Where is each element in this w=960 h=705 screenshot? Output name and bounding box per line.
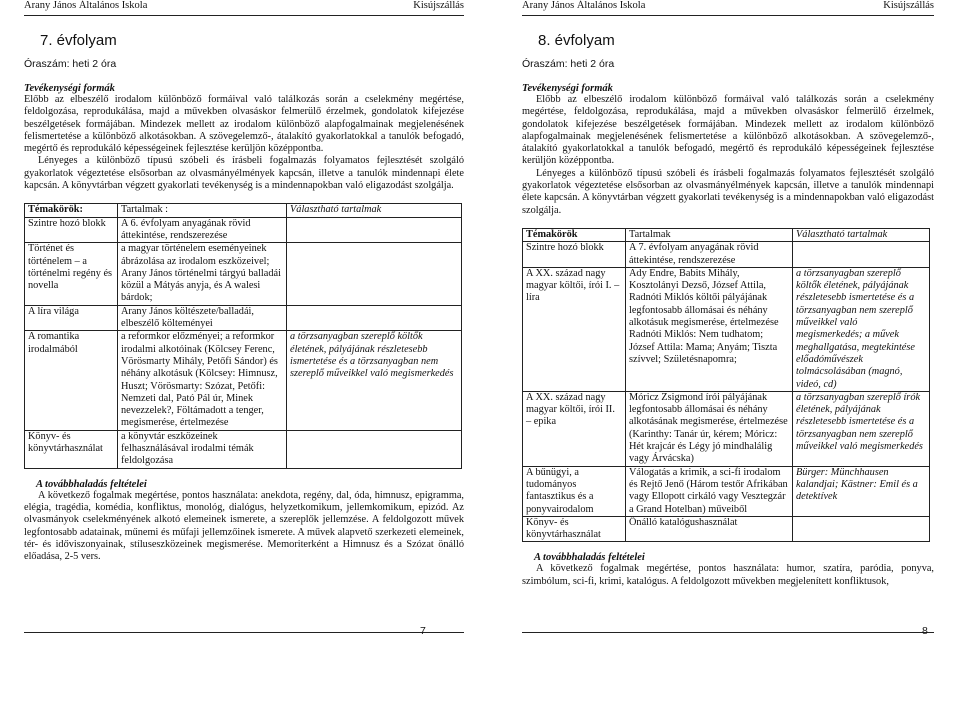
table-cell-optional: Bürger: Münchhausen kalandjai; Kästner: Emil és a detektívek: [793, 466, 930, 516]
table-cell-topic: Történet és történelem – a történelmi regény és novella: [25, 243, 118, 305]
table-cell-content: Válogatás a krimik, a sci-fi irodalom és Rejtő Jenő (Három testőr Afrikában vagy Ellopott cirkáló vagy Vesztegzár a Grand Hotelban) műveiből: [626, 466, 793, 516]
table-row: [25, 430, 462, 468]
right-page: [522, 0, 934, 705]
activities-paragraph-1: Előbb az elbeszélő irodalom különböző formáival való találkozás során a cselekmény megértése, feldolgozása, reprodukálása, majd a művekben olvasáskor felmerülő érzelmek, gondolatok kifejezése beszélgetések formájában. Mindezek mellett az irodalom különböző alapfogalmainak megjelenésének felismertetése a különböző alkotásokban. A szövegelemző-, átalakító gyakorlatokkal a tanulók befogadó, megértő és reprodukáló képességeinek fejlesztése kerüljön középpontba.: [522, 94, 934, 167]
topics-table: [522, 228, 930, 542]
table-cell-topic: Könyv- és könyvtárhasználat: [25, 430, 118, 468]
column-header-optional: Választható tartalmak: [287, 204, 462, 217]
table-cell-topic: A XX. század nagy magyar költői, írói I. – líra: [523, 267, 626, 391]
header-town: Kisújszállás: [883, 0, 934, 11]
table-cell-optional: a törzsanyagban szereplő költők életének, pályájának részletesebb ismertetése és a törzsanyagban nem szereplő műveikkel való megismerkedés: [287, 331, 462, 430]
table-cell-optional: [287, 243, 462, 305]
further-text: A következő fogalmak megértése, pontos használata: humor, szatíra, paródia, ponyva, szimbólum, sci-fi, krimi, katalógus. A feldolgozott művekben megjelenített konfliktusok,: [522, 563, 934, 587]
table-cell-content: Ady Endre, Babits Mihály, Kosztolányi Dezső, József Attila, Radnóti Miklós költői pályájának legfontosabb állomásai és néhány alkotásuk megismerése, értelmezése Radnóti Miklós: Nem tudhatom; József Attila: Mama; Anyám; Tiszta szívvel; Születésnapomra;: [626, 267, 793, 391]
table-cell-content: Arany János költészete/balladái, elbeszélő költeményei: [118, 305, 287, 331]
header-school: Arany János Általános Iskola: [24, 0, 148, 11]
header-town: Kisújszállás: [413, 0, 464, 11]
footer-rule: [24, 632, 464, 633]
table-header-row: [25, 204, 462, 217]
table-row: [523, 391, 930, 466]
hours-text: Óraszám: heti 2 óra: [24, 58, 117, 70]
table-cell-content: Móricz Zsigmond írói pályájának legfontosabb állomásai és néhány alkotásának megismerése, értelmezése (Karinthy: Tanár úr, kérem; Móricz: Hét krajcár és Légy jó mindhalálig vagy Árvácska): [626, 391, 793, 466]
table-cell-optional: [793, 242, 930, 268]
table-row: [25, 305, 462, 331]
table-row: [25, 331, 462, 430]
table-cell-content: A 6. évfolyam anyagának rövid áttekintése, rendszerezése: [118, 217, 287, 243]
footer-rule: [522, 632, 934, 633]
further-title: A továbbhaladás feltételei: [36, 478, 147, 490]
table-row: [523, 466, 930, 516]
page-number: 8: [922, 625, 928, 637]
table-cell-optional: [287, 305, 462, 331]
activities-title: Tevékenységi formák: [24, 83, 115, 94]
further-text: A következő fogalmak megértése, pontos használata: anekdota, regény, dal, óda, himnusz, epigramma, elégia, tragédia, komédia, konfliktus, monológ, dialógus, helyzetkomikum, jellemkomikum, epizód. Az olvasmányok cselekményének alkotó elemeinek ismerete, a szereplők jellemzése. A feldolgozott művek legfontosabb adatainak, műnemi és műfaji jellemzőinek ismerete. A művek alapvető szerkezeti elemeinek, tér- és időviszonyainak, stíluseszközeinek megismerése. Memoriterként a Himnusz és a Szózat önálló előadása, 2-5 vers.: [24, 489, 464, 563]
table-cell-topic: Könyv- és könyvtárhasználat: [523, 516, 626, 542]
table-cell-content: a magyar történelem eseményeinek ábrázolása az irodalom eszközeivel; Arany János történelmi tárgyú balladái közül a Mátyás anyja, és A walesi bárdok;: [118, 243, 287, 305]
table-header-row: [523, 228, 930, 241]
table-row: [25, 217, 462, 243]
table-cell-content: Önálló katalógushasználat: [626, 516, 793, 542]
activities-title: Tevékenységi formák: [522, 83, 613, 94]
table-cell-optional: [287, 217, 462, 243]
table-cell-topic: Szintre hozó blokk: [523, 242, 626, 268]
activities-paragraph-2: Lényeges a különböző típusú szóbeli és írásbeli fogalmazás folyamatos fejlesztését szolgáló gyakorlatok végeztetése elsősorban az olvasmányélmények kapcsán, illetve a tanulók mindennapi élete kapcsán. A könyvtárban végzett gyakorlati tevékenység is a mindennapokban való eligazodást szolgálja.: [24, 155, 464, 192]
table-row: [523, 242, 930, 268]
header-school: Arany János Általános Iskola: [522, 0, 646, 11]
table-cell-topic: A líra világa: [25, 305, 118, 331]
table-cell-optional: [793, 516, 930, 542]
table-cell-optional: [287, 430, 462, 468]
activities-paragraph-1: Előbb az elbeszélő irodalom különböző formáival való találkozás során a cselekmény megértése, feldolgozása, reprodukálása, majd a művekben olvasáskor felmerülő érzelmek, gondolatok kifejezése beszélgetések formájában. Mindezek mellett az irodalom különböző alapfogalmainak megjelenésének felismertetése a különböző alkotásokban. A szövegelemző-, átalakító gyakorlatokkal a tanulók befogadó, megértő és reprodukáló képességeinek fejlesztése kerüljön középpontba.: [24, 94, 464, 155]
grade-title: 7. évfolyam: [40, 32, 117, 49]
table-cell-content: a könyvtár eszközeinek felhasználásával irodalmi témák feldolgozása: [118, 430, 287, 468]
page-header: [24, 0, 464, 16]
table-cell-optional: a törzsanyagban szereplő költők életének, pályájának részletesebb ismertetése és a törzsanyagban nem szereplő műveikkel való megismerkedés; a művek meghallgatása, megtekintése előadóművészek tolmácsolásában (magnó, videó, cd): [793, 267, 930, 391]
table-cell-topic: A romantika irodalmából: [25, 331, 118, 430]
page-number: 7: [420, 625, 426, 637]
column-header-topics: Témakörök: [523, 228, 626, 241]
further-title: A továbbhaladás feltételei: [534, 552, 645, 564]
table-cell-optional: a törzsanyagban szereplő írók életének, pályájának részletesebb ismertetése és a törzsanyagban nem szereplő műveikkel való megismerkedés: [793, 391, 930, 466]
table-cell-content: a reformkor előzményei; a reformkor irodalmi alkotóinak (Kölcsey Ferenc, Vörösmarty Mihály, Petőfi Sándor) és néhány alkotásuk (Kölcsey: Himnusz, Huszt; Vörösmarty: Szózat, Petőfi: Nemzeti dal, Pató Pál úr, Minek nevezzelek?, Föltámadott a tenger, megismerése, értelmezése: [118, 331, 287, 430]
column-header-contents: Tartalmak: [626, 228, 793, 241]
table-cell-content: A 7. évfolyam anyagának rövid áttekintése, rendszerezése: [626, 242, 793, 268]
hours-text: Óraszám: heti 2 óra: [522, 58, 615, 70]
page-header: [522, 0, 934, 16]
topics-table: [24, 203, 462, 468]
table-cell-topic: A XX. század nagy magyar költői, írói II. – epika: [523, 391, 626, 466]
grade-title: 8. évfolyam: [538, 32, 615, 49]
table-row: [523, 516, 930, 542]
table-row: [25, 243, 462, 305]
column-header-contents: Tartalmak :: [118, 204, 287, 217]
left-page: [24, 0, 464, 705]
table-cell-topic: Szintre hozó blokk: [25, 217, 118, 243]
table-cell-topic: A bűnügyi, a tudományos fantasztikus és a ponyvairodalom: [523, 466, 626, 516]
table-row: [523, 267, 930, 391]
column-header-optional: Választható tartalmak: [793, 228, 930, 241]
activities-paragraph-2: Lényeges a különböző típusú szóbeli és írásbeli fogalmazás folyamatos fejlesztését szolgáló gyakorlatok végeztetése elsősorban az olvasmányélmények kapcsán, illetve a tanulók mindennapi élete kapcsán. A könyvtárban végzett gyakorlati tevékenység is a mindennapokban való eligazodást szolgálja.: [522, 167, 934, 216]
column-header-topics: Témakörök:: [25, 204, 118, 217]
